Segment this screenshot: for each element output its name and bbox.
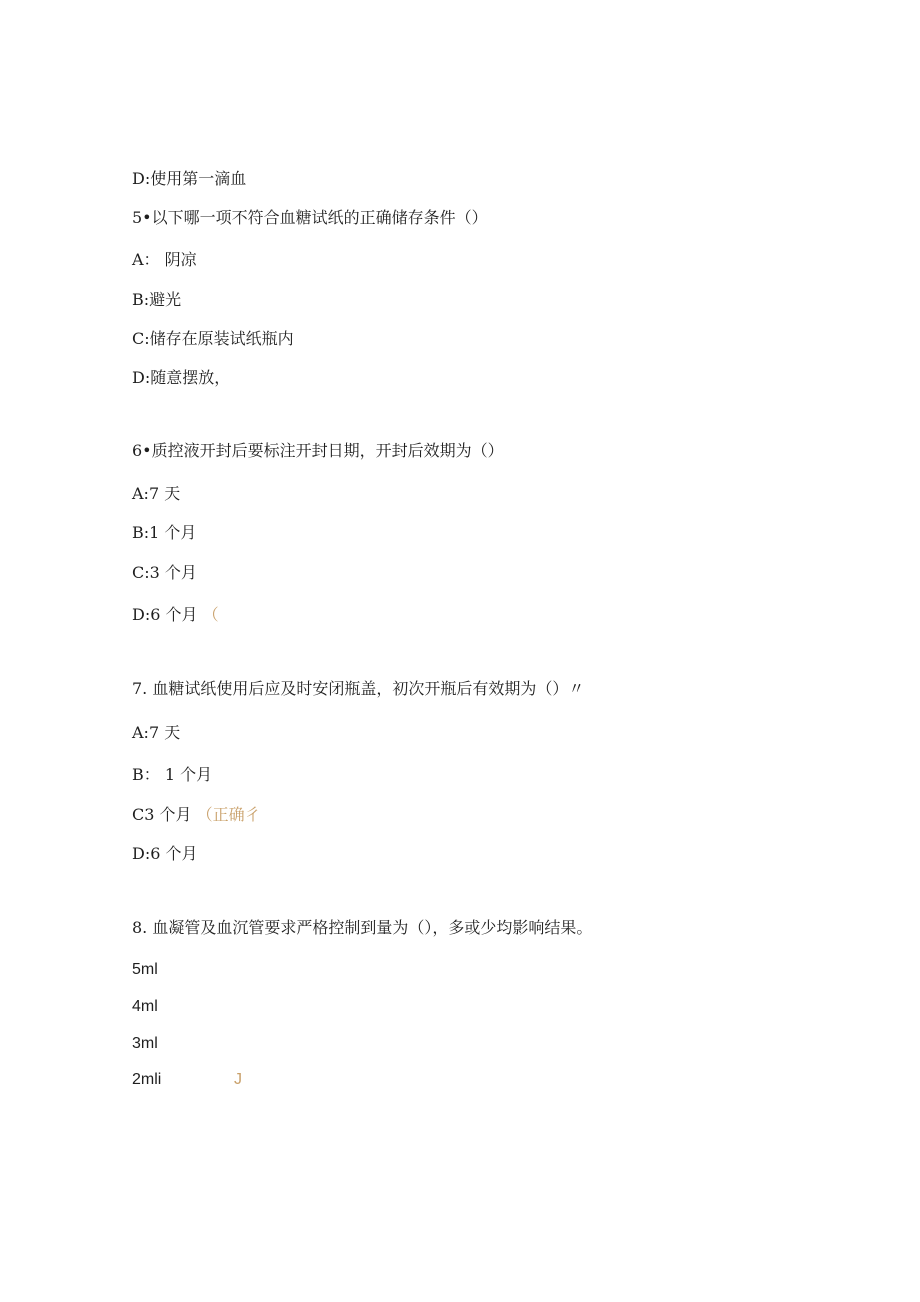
q7-question: 7. 血糖试纸使用后应及时安闭瓶盖，初次开瓶后有效期为（）〃 — [132, 679, 585, 698]
q8-option-a: 5ml — [132, 961, 158, 978]
q7-option-a: A:7 天 — [132, 723, 181, 742]
q5-option-b: B:避光 — [132, 290, 182, 309]
q6-option-d-row — [132, 605, 219, 625]
q6-question: 6•质控液开封后要标注开封日期，开封后效期为（） — [132, 441, 504, 460]
q5-question: 5•以下哪一项不符合血糖试纸的正确储存条件（） — [132, 208, 488, 227]
q6-option-c: C:3 个月 — [132, 563, 197, 582]
q6-option-a: A:7 天 — [132, 484, 181, 503]
q7-option-c-mark: （正确彳 — [196, 805, 261, 824]
q7-option-b: B： 1 个月 — [132, 765, 213, 784]
q7-option-c: C3 个月 — [132, 805, 192, 824]
q5-option-d: D:随意摆放， — [132, 368, 231, 387]
q6-option-d: D:6 个月 — [132, 605, 198, 624]
q8-option-d: 2mli — [132, 1071, 162, 1088]
q8-option-c: 3ml — [132, 1035, 158, 1052]
q7-option-c-row — [132, 805, 261, 825]
q4-option-d: D:使用第一滴血 — [132, 169, 247, 188]
q8-option-d-mark: J — [234, 1071, 242, 1088]
q6-option-b: B:1 个月 — [132, 523, 197, 542]
q7-option-d: D:6 个月 — [132, 844, 198, 863]
q8-option-b: 4ml — [132, 998, 158, 1015]
q6-option-d-mark: （ — [202, 605, 219, 624]
q5-option-c: C:储存在原装试纸瓶内 — [132, 329, 294, 348]
q8-question: 8. 血凝管及血沉管要求严格控制到量为（），多或少均影响结果。 — [132, 918, 593, 937]
q5-option-a: A： 阴凉 — [132, 250, 197, 269]
